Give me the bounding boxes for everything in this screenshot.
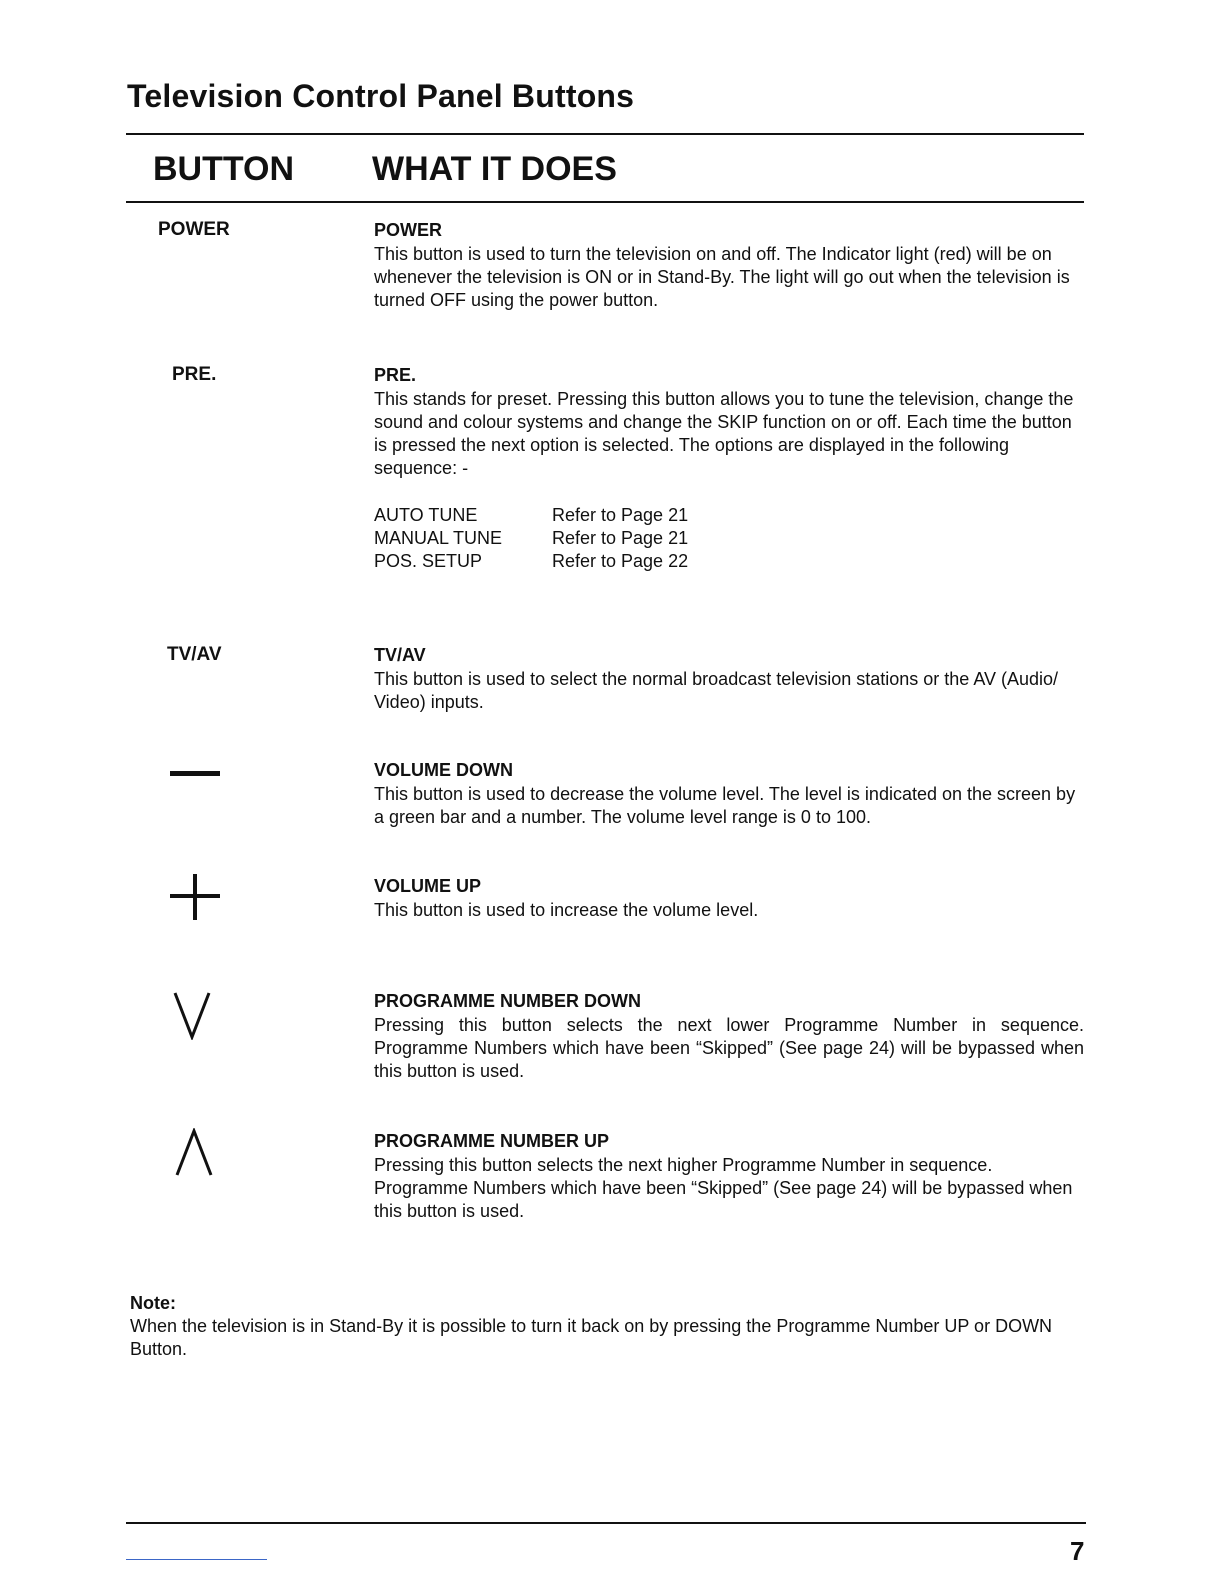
list-item bbox=[374, 504, 688, 527]
entry-description: This button is used to increase the volume level. bbox=[374, 900, 759, 920]
button-label-power: POWER bbox=[158, 219, 230, 240]
note-section bbox=[130, 1292, 1070, 1361]
entry-heading: PRE. bbox=[374, 365, 417, 385]
entry-heading: POWER bbox=[374, 220, 443, 240]
entry-heading: PROGRAMME NUMBER UP bbox=[374, 1131, 610, 1151]
sequence-reference: Refer to Page 22 bbox=[552, 551, 689, 571]
entry-heading: VOLUME UP bbox=[374, 876, 482, 896]
entry-description: This stands for preset. Pressing this button allows you to tune the television, change the sound and colour systems and change the SKIP function on or off. Each time the button is pressed the next option is selected. The options are displayed in the following sequence: - bbox=[374, 389, 1074, 478]
entry-description: Pressing this button selects the next higher Programme Number in sequence. Programme Numbers which have been “Skipped” (See page 24) will be bypassed when this button is used. bbox=[374, 1155, 1073, 1221]
title-divider bbox=[126, 133, 1084, 135]
list-item bbox=[374, 527, 688, 550]
list-item bbox=[374, 550, 688, 573]
button-label-pre: PRE. bbox=[172, 364, 217, 385]
minus-icon bbox=[170, 764, 220, 770]
sequence-reference: Refer to Page 21 bbox=[552, 528, 689, 548]
column-header-button: BUTTON bbox=[153, 150, 295, 188]
entry-description: This button is used to decrease the volume level. The level is indicated on the screen by a green bar and a number. The volume level range is 0 to 100. bbox=[374, 784, 1076, 827]
sequence-option: MANUAL TUNE bbox=[374, 528, 503, 548]
entry-heading: TV/AV bbox=[374, 645, 426, 665]
entry-description: This button is used to select the normal broadcast television stations or the AV (Audio/ Video) inputs. bbox=[374, 669, 1059, 712]
page-title: Television Control Panel Buttons bbox=[127, 78, 635, 114]
plus-icon bbox=[170, 874, 220, 920]
sequence-option: POS. SETUP bbox=[374, 551, 483, 571]
entry-volume-up bbox=[374, 875, 1084, 922]
chevron-down-icon bbox=[172, 990, 212, 1040]
entry-description: This button is used to turn the television on and off. The Indicator light (red) will be on whenever the television is ON or in Stand-By. The light will go out when the television is turned OFF using the power button. bbox=[374, 244, 1070, 310]
button-label-tv-av: TV/AV bbox=[167, 644, 222, 665]
footer-accent-line bbox=[126, 1559, 267, 1560]
header-divider bbox=[126, 201, 1084, 203]
entry-power bbox=[374, 219, 1084, 312]
page-number: 7 bbox=[1070, 1536, 1085, 1566]
note-heading: Note: bbox=[130, 1293, 176, 1313]
entry-heading: VOLUME DOWN bbox=[374, 760, 513, 780]
entry-volume-down bbox=[374, 759, 1084, 829]
chevron-up-icon bbox=[174, 1128, 214, 1178]
preset-sequence-list bbox=[374, 504, 688, 573]
entry-programme-number-up bbox=[374, 1130, 1074, 1223]
entry-tv-av bbox=[374, 644, 1084, 714]
entry-heading: PROGRAMME NUMBER DOWN bbox=[374, 991, 641, 1011]
column-header-what-it-does: WHAT IT DOES bbox=[372, 150, 617, 188]
entry-description: Pressing this button selects the next lower Programme Number in sequence. Programme Numbers which have been “Skipped” (See page 24) will be bypassed when this button is used. bbox=[374, 1015, 1084, 1081]
sequence-option: AUTO TUNE bbox=[374, 505, 478, 525]
entry-pre bbox=[374, 364, 1084, 480]
entry-programme-number-down bbox=[374, 990, 1084, 1083]
sequence-reference: Refer to Page 21 bbox=[552, 505, 689, 525]
note-text: When the television is in Stand-By it is possible to turn it back on by pressing the Programme Number UP or DOWN Button. bbox=[130, 1316, 1053, 1359]
footer-divider bbox=[126, 1522, 1086, 1524]
